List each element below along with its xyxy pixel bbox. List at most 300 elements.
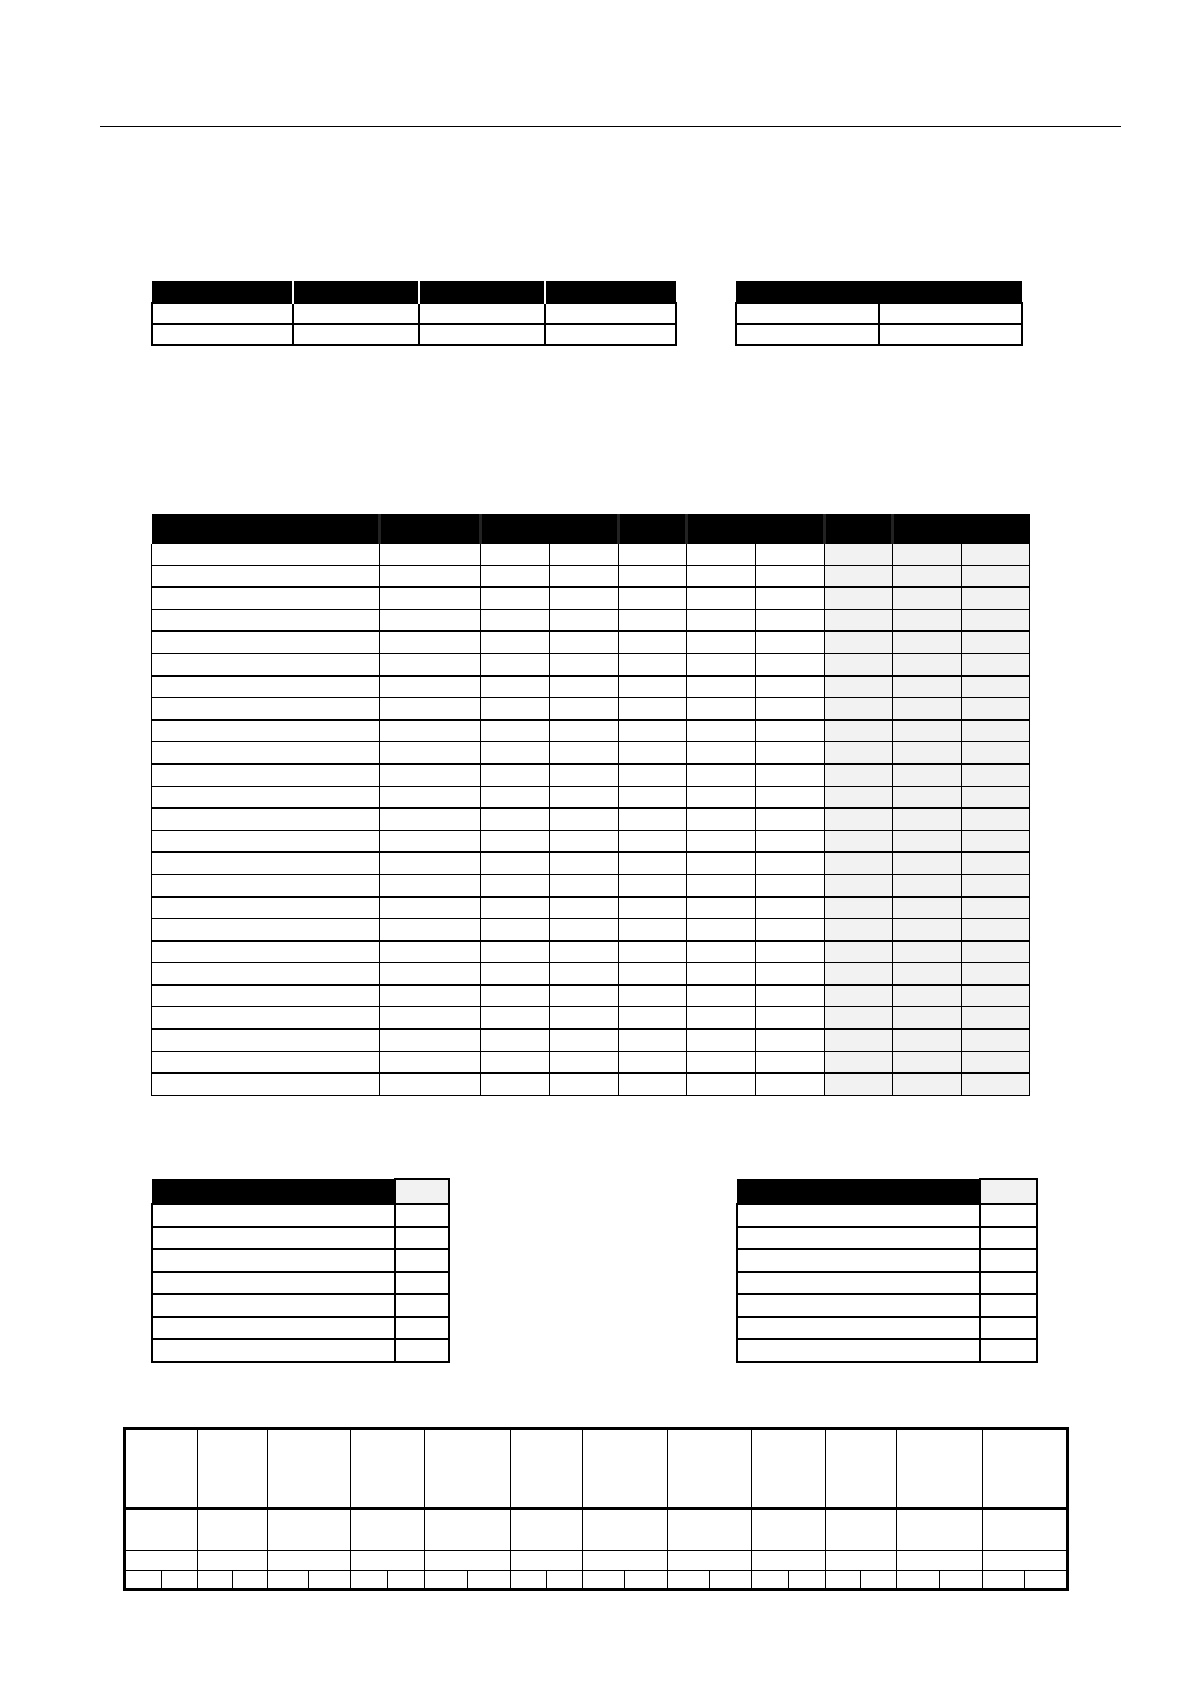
grid-cell[interactable] <box>825 963 893 985</box>
footer-cell[interactable] <box>425 1551 511 1571</box>
grid-cell[interactable] <box>893 720 962 742</box>
footer-subcell[interactable] <box>547 1571 583 1588</box>
grid-cell[interactable] <box>825 941 893 963</box>
grid-cell[interactable] <box>893 897 962 919</box>
grid-cell[interactable] <box>962 631 1030 653</box>
grid-cell[interactable] <box>380 830 481 852</box>
grid-cell[interactable] <box>687 897 756 919</box>
grid-cell[interactable] <box>550 919 619 941</box>
grid-cell[interactable] <box>380 852 481 874</box>
grid-cell[interactable] <box>152 808 380 830</box>
grid-cell[interactable] <box>962 565 1030 587</box>
grid-cell[interactable] <box>756 897 825 919</box>
grid-cell[interactable] <box>893 941 962 963</box>
grid-cell[interactable] <box>550 698 619 720</box>
grid-cell[interactable] <box>962 1051 1030 1073</box>
grid-cell[interactable] <box>481 631 550 653</box>
grid-cell[interactable] <box>152 1007 380 1029</box>
footer-subcell[interactable] <box>468 1571 511 1588</box>
grid-cell[interactable] <box>825 720 893 742</box>
summary-cell[interactable] <box>152 303 293 324</box>
footer-subcell[interactable] <box>983 1571 1025 1588</box>
right-list-label[interactable] <box>737 1204 980 1227</box>
grid-cell[interactable] <box>550 742 619 764</box>
grid-cell[interactable] <box>893 985 962 1007</box>
left-list-value[interactable] <box>395 1317 449 1340</box>
footer-cell[interactable] <box>125 1551 198 1571</box>
right-list-label[interactable] <box>737 1272 980 1295</box>
footer-cell[interactable] <box>983 1509 1068 1551</box>
grid-cell[interactable] <box>962 764 1030 786</box>
grid-cell[interactable] <box>825 830 893 852</box>
grid-cell[interactable] <box>756 631 825 653</box>
grid-cell[interactable] <box>825 742 893 764</box>
grid-cell[interactable] <box>550 985 619 1007</box>
grid-cell[interactable] <box>687 874 756 896</box>
grid-cell[interactable] <box>756 565 825 587</box>
grid-cell[interactable] <box>481 565 550 587</box>
grid-cell[interactable] <box>550 808 619 830</box>
summary-cell[interactable] <box>545 324 676 345</box>
grid-cell[interactable] <box>152 698 380 720</box>
footer-subcell[interactable] <box>897 1571 940 1588</box>
footer-cell[interactable] <box>511 1571 583 1590</box>
grid-cell[interactable] <box>756 609 825 631</box>
grid-cell[interactable] <box>380 808 481 830</box>
left-list-label[interactable] <box>152 1272 395 1295</box>
footer-cell[interactable] <box>351 1551 425 1571</box>
grid-cell[interactable] <box>152 1051 380 1073</box>
footer-cell[interactable] <box>826 1551 897 1571</box>
grid-cell[interactable] <box>619 919 687 941</box>
grid-cell[interactable] <box>380 742 481 764</box>
grid-cell[interactable] <box>893 631 962 653</box>
grid-cell[interactable] <box>619 609 687 631</box>
grid-cell[interactable] <box>962 676 1030 698</box>
grid-cell[interactable] <box>756 587 825 609</box>
grid-cell[interactable] <box>962 609 1030 631</box>
footer-subcell[interactable] <box>198 1571 233 1588</box>
grid-cell[interactable] <box>825 587 893 609</box>
footer-cell[interactable] <box>897 1509 983 1551</box>
grid-cell[interactable] <box>380 786 481 808</box>
footer-cell[interactable] <box>752 1509 826 1551</box>
grid-cell[interactable] <box>481 1007 550 1029</box>
info-cell[interactable] <box>736 303 879 324</box>
footer-cell[interactable] <box>351 1571 425 1590</box>
grid-cell[interactable] <box>550 764 619 786</box>
grid-cell[interactable] <box>825 1051 893 1073</box>
grid-cell[interactable] <box>152 587 380 609</box>
grid-cell[interactable] <box>962 852 1030 874</box>
right-list-label[interactable] <box>737 1339 980 1362</box>
grid-cell[interactable] <box>380 631 481 653</box>
grid-cell[interactable] <box>152 1073 380 1095</box>
footer-cell[interactable] <box>351 1509 425 1551</box>
grid-cell[interactable] <box>893 676 962 698</box>
grid-cell[interactable] <box>619 1051 687 1073</box>
grid-cell[interactable] <box>152 764 380 786</box>
grid-cell[interactable] <box>550 653 619 675</box>
grid-cell[interactable] <box>481 1029 550 1051</box>
grid-cell[interactable] <box>481 963 550 985</box>
footer-cell[interactable] <box>752 1551 826 1571</box>
grid-cell[interactable] <box>481 941 550 963</box>
grid-cell[interactable] <box>481 1073 550 1095</box>
grid-cell[interactable] <box>619 897 687 919</box>
grid-cell[interactable] <box>825 676 893 698</box>
grid-cell[interactable] <box>550 786 619 808</box>
grid-cell[interactable] <box>380 919 481 941</box>
grid-cell[interactable] <box>152 941 380 963</box>
grid-cell[interactable] <box>619 1029 687 1051</box>
grid-cell[interactable] <box>619 676 687 698</box>
grid-cell[interactable] <box>619 808 687 830</box>
grid-cell[interactable] <box>619 1073 687 1095</box>
grid-cell[interactable] <box>893 565 962 587</box>
summary-cell[interactable] <box>152 324 293 345</box>
footer-subcell[interactable] <box>1025 1571 1067 1588</box>
grid-cell[interactable] <box>550 609 619 631</box>
grid-cell[interactable] <box>481 897 550 919</box>
grid-cell[interactable] <box>825 1007 893 1029</box>
grid-cell[interactable] <box>893 587 962 609</box>
grid-cell[interactable] <box>619 941 687 963</box>
grid-cell[interactable] <box>550 587 619 609</box>
grid-cell[interactable] <box>550 1007 619 1029</box>
grid-cell[interactable] <box>550 1073 619 1095</box>
info-cell[interactable] <box>879 303 1022 324</box>
summary-cell[interactable] <box>545 303 676 324</box>
grid-cell[interactable] <box>550 874 619 896</box>
grid-cell[interactable] <box>756 808 825 830</box>
grid-cell[interactable] <box>380 963 481 985</box>
grid-cell[interactable] <box>481 742 550 764</box>
grid-cell[interactable] <box>756 676 825 698</box>
grid-cell[interactable] <box>152 897 380 919</box>
grid-cell[interactable] <box>152 852 380 874</box>
right-list-value[interactable] <box>980 1249 1037 1272</box>
grid-cell[interactable] <box>380 874 481 896</box>
grid-cell[interactable] <box>152 1029 380 1051</box>
grid-cell[interactable] <box>619 653 687 675</box>
footer-subcell[interactable] <box>268 1571 309 1588</box>
footer-cell[interactable] <box>511 1551 583 1571</box>
grid-cell[interactable] <box>687 609 756 631</box>
grid-cell[interactable] <box>825 919 893 941</box>
grid-cell[interactable] <box>687 1029 756 1051</box>
grid-cell[interactable] <box>481 786 550 808</box>
grid-cell[interactable] <box>962 786 1030 808</box>
grid-cell[interactable] <box>380 609 481 631</box>
grid-cell[interactable] <box>380 720 481 742</box>
footer-cell[interactable] <box>897 1551 983 1571</box>
grid-cell[interactable] <box>825 631 893 653</box>
right-list-value[interactable] <box>980 1272 1037 1295</box>
grid-cell[interactable] <box>687 742 756 764</box>
grid-cell[interactable] <box>893 742 962 764</box>
footer-subcell[interactable] <box>425 1571 468 1588</box>
grid-cell[interactable] <box>550 720 619 742</box>
grid-cell[interactable] <box>550 852 619 874</box>
left-list-value[interactable] <box>395 1339 449 1362</box>
grid-cell[interactable] <box>619 963 687 985</box>
grid-cell[interactable] <box>687 1051 756 1073</box>
grid-cell[interactable] <box>550 897 619 919</box>
footer-cell[interactable] <box>668 1571 752 1590</box>
right-list-label[interactable] <box>737 1317 980 1340</box>
grid-cell[interactable] <box>380 698 481 720</box>
grid-cell[interactable] <box>380 985 481 1007</box>
left-list-label[interactable] <box>152 1339 395 1362</box>
footer-subcell[interactable] <box>233 1571 268 1588</box>
grid-cell[interactable] <box>687 653 756 675</box>
grid-cell[interactable] <box>687 565 756 587</box>
footer-cell[interactable] <box>198 1509 268 1551</box>
grid-cell[interactable] <box>152 874 380 896</box>
grid-cell[interactable] <box>962 720 1030 742</box>
footer-cell[interactable] <box>583 1571 668 1590</box>
grid-cell[interactable] <box>550 941 619 963</box>
grid-cell[interactable] <box>825 985 893 1007</box>
grid-cell[interactable] <box>619 985 687 1007</box>
grid-cell[interactable] <box>962 919 1030 941</box>
grid-cell[interactable] <box>380 1007 481 1029</box>
grid-cell[interactable] <box>962 698 1030 720</box>
grid-cell[interactable] <box>756 786 825 808</box>
right-list-value[interactable] <box>980 1339 1037 1362</box>
grid-cell[interactable] <box>756 1073 825 1095</box>
grid-cell[interactable] <box>756 941 825 963</box>
summary-cell[interactable] <box>419 324 545 345</box>
grid-cell[interactable] <box>152 742 380 764</box>
left-list-value[interactable] <box>395 1227 449 1250</box>
grid-cell[interactable] <box>687 587 756 609</box>
grid-cell[interactable] <box>619 631 687 653</box>
left-list-label[interactable] <box>152 1294 395 1317</box>
grid-cell[interactable] <box>380 1073 481 1095</box>
summary-cell[interactable] <box>419 303 545 324</box>
grid-cell[interactable] <box>152 985 380 1007</box>
footer-cell[interactable] <box>752 1571 826 1590</box>
grid-cell[interactable] <box>152 963 380 985</box>
grid-cell[interactable] <box>481 808 550 830</box>
grid-cell[interactable] <box>893 830 962 852</box>
info-cell[interactable] <box>879 324 1022 345</box>
grid-cell[interactable] <box>756 963 825 985</box>
grid-cell[interactable] <box>550 830 619 852</box>
grid-cell[interactable] <box>481 653 550 675</box>
grid-cell[interactable] <box>893 919 962 941</box>
footer-subcell[interactable] <box>625 1571 667 1588</box>
grid-cell[interactable] <box>687 676 756 698</box>
footer-subcell[interactable] <box>668 1571 710 1588</box>
grid-cell[interactable] <box>756 919 825 941</box>
grid-cell[interactable] <box>825 609 893 631</box>
grid-cell[interactable] <box>687 631 756 653</box>
grid-cell[interactable] <box>152 609 380 631</box>
footer-cell[interactable] <box>198 1571 268 1590</box>
grid-cell[interactable] <box>893 1051 962 1073</box>
footer-cell[interactable] <box>826 1509 897 1551</box>
grid-cell[interactable] <box>962 963 1030 985</box>
grid-cell[interactable] <box>550 676 619 698</box>
footer-subcell[interactable] <box>752 1571 789 1588</box>
grid-cell[interactable] <box>893 808 962 830</box>
right-list-value[interactable] <box>980 1204 1037 1227</box>
grid-cell[interactable] <box>687 919 756 941</box>
grid-cell[interactable] <box>481 676 550 698</box>
grid-cell[interactable] <box>619 587 687 609</box>
grid-cell[interactable] <box>619 874 687 896</box>
grid-cell[interactable] <box>687 786 756 808</box>
footer-cell[interactable] <box>511 1509 583 1551</box>
grid-cell[interactable] <box>962 742 1030 764</box>
info-cell[interactable] <box>736 324 879 345</box>
left-list-label[interactable] <box>152 1249 395 1272</box>
grid-cell[interactable] <box>893 653 962 675</box>
grid-cell[interactable] <box>825 874 893 896</box>
footer-subcell[interactable] <box>826 1571 861 1588</box>
grid-cell[interactable] <box>380 587 481 609</box>
grid-cell[interactable] <box>481 764 550 786</box>
grid-cell[interactable] <box>550 544 619 565</box>
left-list-value[interactable] <box>395 1204 449 1227</box>
grid-cell[interactable] <box>152 919 380 941</box>
grid-cell[interactable] <box>825 653 893 675</box>
right-list-label[interactable] <box>737 1227 980 1250</box>
grid-cell[interactable] <box>380 897 481 919</box>
footer-subcell[interactable] <box>309 1571 350 1588</box>
grid-cell[interactable] <box>756 852 825 874</box>
grid-cell[interactable] <box>756 1007 825 1029</box>
grid-cell[interactable] <box>756 985 825 1007</box>
grid-cell[interactable] <box>481 544 550 565</box>
grid-cell[interactable] <box>893 1029 962 1051</box>
grid-cell[interactable] <box>756 830 825 852</box>
grid-cell[interactable] <box>550 963 619 985</box>
footer-subcell[interactable] <box>511 1571 547 1588</box>
grid-cell[interactable] <box>825 808 893 830</box>
grid-cell[interactable] <box>619 830 687 852</box>
grid-cell[interactable] <box>893 963 962 985</box>
grid-cell[interactable] <box>825 544 893 565</box>
footer-cell[interactable] <box>425 1571 511 1590</box>
grid-cell[interactable] <box>380 764 481 786</box>
grid-cell[interactable] <box>962 985 1030 1007</box>
grid-cell[interactable] <box>962 544 1030 565</box>
grid-cell[interactable] <box>481 720 550 742</box>
grid-cell[interactable] <box>893 698 962 720</box>
grid-cell[interactable] <box>550 1029 619 1051</box>
grid-cell[interactable] <box>380 544 481 565</box>
left-list-value[interactable] <box>395 1294 449 1317</box>
footer-cell[interactable] <box>583 1509 668 1551</box>
grid-cell[interactable] <box>756 544 825 565</box>
summary-cell[interactable] <box>293 303 419 324</box>
footer-cell[interactable] <box>668 1551 752 1571</box>
grid-cell[interactable] <box>962 897 1030 919</box>
grid-cell[interactable] <box>619 852 687 874</box>
grid-cell[interactable] <box>962 587 1030 609</box>
grid-cell[interactable] <box>962 830 1030 852</box>
footer-subcell[interactable] <box>162 1571 198 1588</box>
grid-cell[interactable] <box>687 1073 756 1095</box>
footer-cell[interactable] <box>583 1551 668 1571</box>
footer-cell[interactable] <box>425 1509 511 1551</box>
grid-cell[interactable] <box>962 941 1030 963</box>
left-list-label[interactable] <box>152 1317 395 1340</box>
footer-cell[interactable] <box>268 1551 351 1571</box>
grid-cell[interactable] <box>825 764 893 786</box>
grid-cell[interactable] <box>380 1051 481 1073</box>
grid-cell[interactable] <box>481 698 550 720</box>
grid-cell[interactable] <box>481 919 550 941</box>
grid-cell[interactable] <box>756 874 825 896</box>
grid-cell[interactable] <box>825 786 893 808</box>
grid-cell[interactable] <box>825 565 893 587</box>
grid-cell[interactable] <box>619 544 687 565</box>
grid-cell[interactable] <box>550 1051 619 1073</box>
grid-cell[interactable] <box>756 764 825 786</box>
footer-cell[interactable] <box>125 1509 198 1551</box>
footer-cell[interactable] <box>198 1551 268 1571</box>
grid-cell[interactable] <box>380 941 481 963</box>
grid-cell[interactable] <box>481 1051 550 1073</box>
grid-cell[interactable] <box>152 676 380 698</box>
grid-cell[interactable] <box>550 631 619 653</box>
grid-cell[interactable] <box>893 1007 962 1029</box>
grid-cell[interactable] <box>380 653 481 675</box>
grid-cell[interactable] <box>152 565 380 587</box>
grid-cell[interactable] <box>687 808 756 830</box>
grid-cell[interactable] <box>152 544 380 565</box>
left-list-value[interactable] <box>395 1272 449 1295</box>
grid-cell[interactable] <box>481 830 550 852</box>
grid-cell[interactable] <box>756 698 825 720</box>
grid-cell[interactable] <box>756 1029 825 1051</box>
grid-cell[interactable] <box>825 698 893 720</box>
footer-subcell[interactable] <box>583 1571 625 1588</box>
grid-cell[interactable] <box>550 565 619 587</box>
grid-cell[interactable] <box>687 764 756 786</box>
footer-cell[interactable] <box>897 1571 983 1590</box>
footer-subcell[interactable] <box>861 1571 896 1588</box>
summary-cell[interactable] <box>293 324 419 345</box>
grid-cell[interactable] <box>380 565 481 587</box>
grid-cell[interactable] <box>687 963 756 985</box>
grid-cell[interactable] <box>380 1029 481 1051</box>
grid-cell[interactable] <box>825 852 893 874</box>
grid-cell[interactable] <box>893 764 962 786</box>
grid-cell[interactable] <box>893 1073 962 1095</box>
footer-subcell[interactable] <box>388 1571 425 1588</box>
grid-cell[interactable] <box>962 874 1030 896</box>
grid-cell[interactable] <box>152 631 380 653</box>
grid-cell[interactable] <box>756 653 825 675</box>
grid-cell[interactable] <box>152 653 380 675</box>
grid-cell[interactable] <box>962 1029 1030 1051</box>
grid-cell[interactable] <box>687 698 756 720</box>
left-list-label[interactable] <box>152 1204 395 1227</box>
right-list-label[interactable] <box>737 1249 980 1272</box>
grid-cell[interactable] <box>962 653 1030 675</box>
grid-cell[interactable] <box>687 1007 756 1029</box>
right-list-label[interactable] <box>737 1294 980 1317</box>
footer-cell[interactable] <box>983 1551 1068 1571</box>
footer-cell[interactable] <box>268 1509 351 1551</box>
left-list-value[interactable] <box>395 1249 449 1272</box>
